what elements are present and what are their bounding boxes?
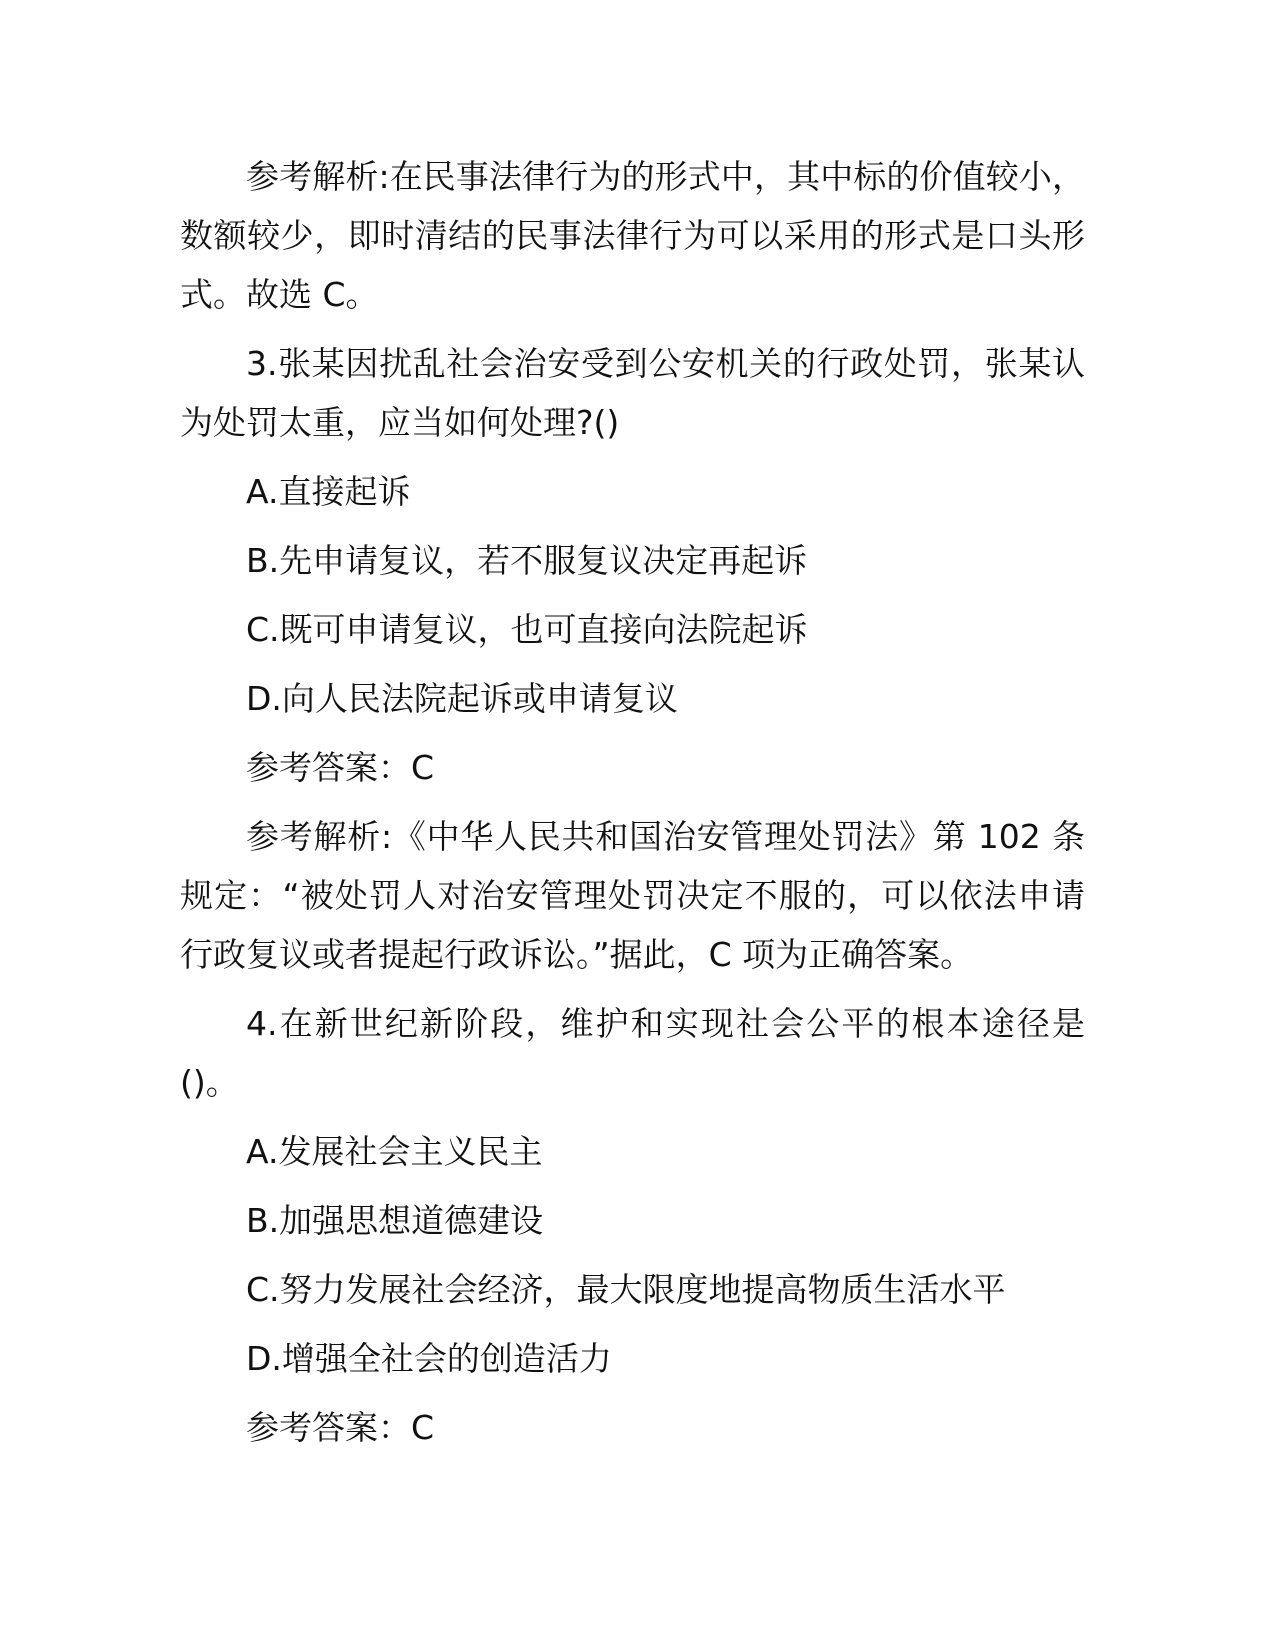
question-4: 4.在新世纪新阶段，维护和实现社会公平的根本途径是()。 [180, 1004, 1085, 1102]
question-4-option-c: C.努力发展社会经济，最大限度地提高物质生活水平 [246, 1270, 1006, 1309]
question-3-option-d: D.向人民法院起诉或申请复议 [246, 679, 678, 718]
question-4-option-d: D.增强全社会的创造活力 [246, 1339, 612, 1378]
question-3-answer: 参考答案：C [246, 748, 435, 787]
question-3-option-b: B.先申请复议，若不服复议决定再起诉 [246, 541, 808, 580]
question-4-option-b: B.加强思想道德建设 [246, 1201, 544, 1240]
explanation-q3: 参考解析:《中华人民共和国治安管理处罚法》第 102 条规定：“被处罚人对治安管理处罚决定不服的，可以依法申请行政复议或者提起行政诉讼。”据此，C 项为正确答案。 [180, 817, 1085, 974]
question-3-option-a: A.直接起诉 [246, 472, 411, 511]
explanation-q2: 参考解析:在民事法律行为的形式中，其中标的价值较小，数额较少，即时清结的民事法律行为可以采用的形式是口头形式。故选 C。 [180, 157, 1085, 314]
question-4-option-a: A.发展社会主义民主 [246, 1132, 543, 1171]
question-4-answer: 参考答案：C [246, 1408, 435, 1447]
document-body [180, 147, 1085, 1467]
question-3-option-c: C.既可申请复议，也可直接向法院起诉 [246, 610, 808, 649]
question-3: 3.张某因扰乱社会治安受到公安机关的行政处罚，张某认为处罚太重，应当如何处理?() [180, 344, 1085, 442]
